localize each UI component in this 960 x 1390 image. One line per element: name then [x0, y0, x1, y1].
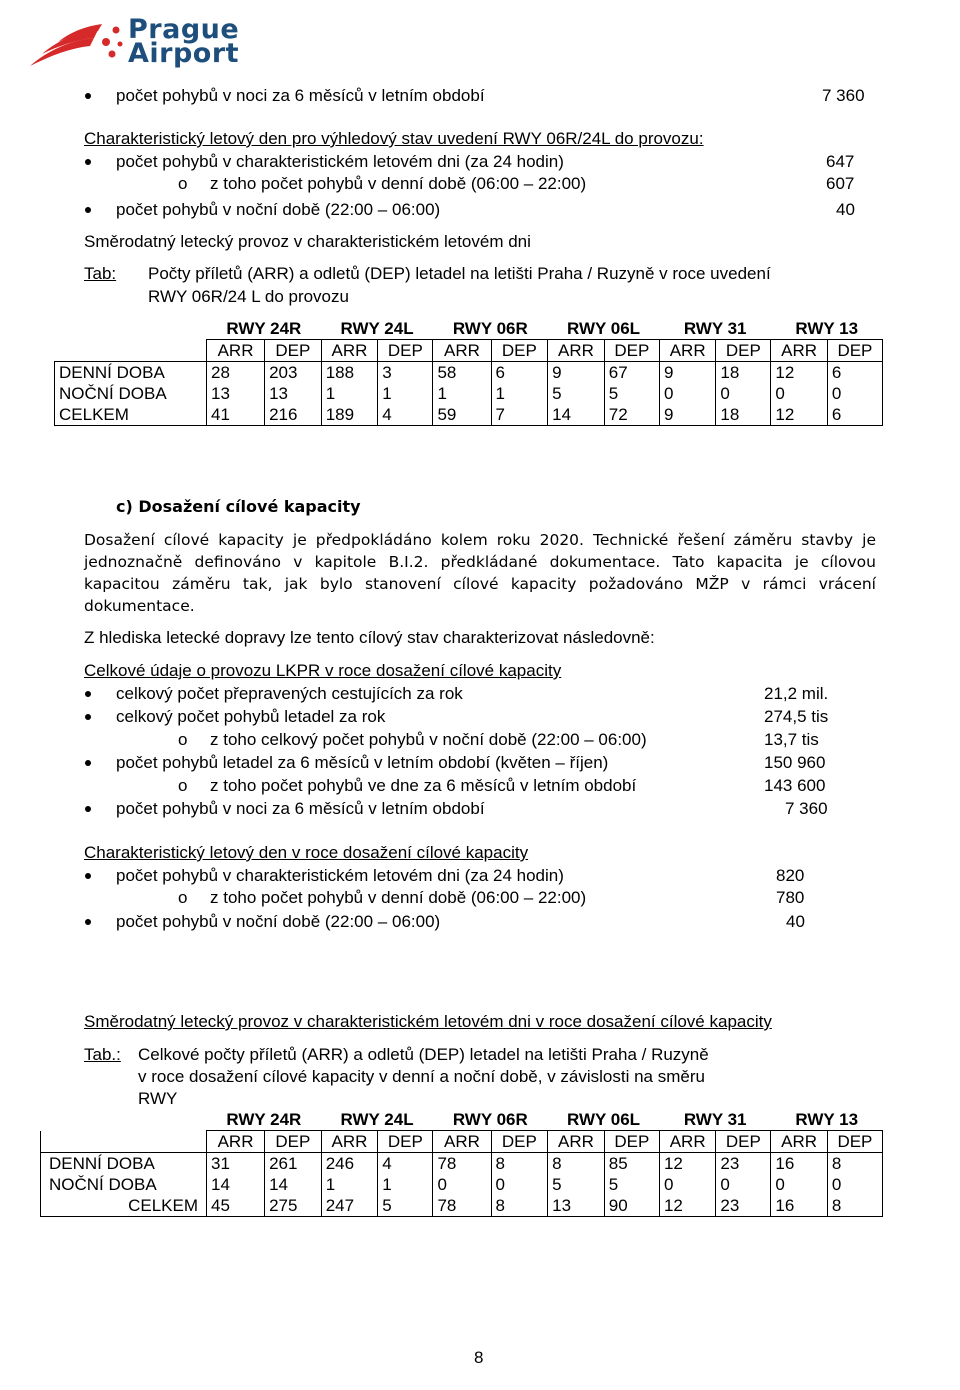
bullet-icon: [85, 919, 91, 925]
char-day-value-1: 647: [826, 152, 855, 171]
runway-header: RWY 06L: [567, 319, 641, 338]
table-cell: 9: [659, 404, 715, 426]
table-cell: 5: [604, 1174, 659, 1195]
table-cell: 78: [433, 1195, 491, 1217]
table-cell: 1: [321, 383, 378, 404]
table-cell: 0: [771, 1174, 827, 1195]
logo-line1: Prague: [128, 14, 240, 45]
night-line-label: počet pohybů v noci za 6 měsíců v letním období: [116, 86, 485, 105]
table-row: [55, 404, 883, 426]
subheader: ARR: [433, 1131, 491, 1153]
table-cell: 12: [771, 362, 827, 384]
total-value-2: 274,5 tis: [764, 707, 829, 726]
subheader: ARR: [548, 1131, 605, 1153]
subheader: ARR: [659, 1131, 715, 1153]
subheader: DEP: [716, 1131, 771, 1153]
table-cell: 45: [207, 1195, 265, 1217]
table-cell: 58: [433, 362, 491, 384]
totals-heading: Celkové údaje o provozu LKPR v roce dosažení cílové kapacity: [84, 661, 562, 680]
char-day-heading: Charakteristický letový den pro výhledový stav uvedení RWY 06R/24L do provozu:: [84, 129, 704, 148]
subheader: DEP: [378, 340, 433, 362]
tab-label: Tab:: [84, 264, 117, 283]
table-cell: 261: [265, 1153, 322, 1175]
table-cell: 9: [659, 362, 715, 384]
row-label: CELKEM: [55, 404, 207, 426]
row-label: DENNÍ DOBA: [55, 362, 207, 384]
total-item-3: z toho celkový počet pohybů v noční době (22:00 – 06:00): [210, 730, 647, 749]
table-cell: 5: [548, 383, 605, 404]
subheader: ARR: [548, 340, 605, 362]
tab2-caption-line3: RWY: [138, 1089, 178, 1108]
bullet-icon: [85, 873, 91, 879]
night-line-value: 7 360: [822, 86, 865, 105]
sub-bullet-icon: o: [178, 888, 188, 907]
total-item-4: počet pohybů letadel za 6 měsíců v letním období (květen – říjen): [116, 753, 609, 772]
char-item-2: z toho počet pohybů v denní době (06:00 – 22:00): [210, 888, 587, 907]
total-item-5: z toho počet pohybů ve dne za 6 měsíců v letním období: [210, 776, 637, 795]
table-cell: 85: [604, 1153, 659, 1175]
subheader: DEP: [378, 1131, 433, 1153]
table-cell: 203: [265, 362, 322, 384]
bullet-icon: [85, 714, 91, 720]
table-cell: 59: [433, 404, 491, 426]
table-cell: 1: [321, 1174, 378, 1195]
runway-header: RWY 24L: [340, 1110, 414, 1129]
subheader: ARR: [321, 1131, 378, 1153]
table-cell: 8: [491, 1195, 548, 1217]
runway-header: RWY 06R: [452, 319, 528, 338]
runway-header: RWY 13: [795, 1110, 859, 1129]
table-cell: 246: [321, 1153, 378, 1175]
table-cell: 67: [604, 362, 659, 384]
table-cell: 16: [771, 1195, 827, 1217]
char-day-value-3: 40: [836, 200, 855, 219]
bullet-icon: [85, 760, 91, 766]
provoz-heading-2: Směrodatný letecký provoz v charakteristickém letovém dni v roce dosažení cílové kapacity: [84, 1012, 772, 1031]
table-cell: 28: [207, 362, 265, 384]
table-cell: 0: [491, 1174, 548, 1195]
char-day-value-2: 607: [826, 174, 855, 193]
char-value-2: 780: [776, 888, 805, 907]
tab-caption-line1: Počty příletů (ARR) a odletů (DEP) letadel na letišti Praha / Ruzyně v roce uvedení: [148, 264, 771, 283]
table-cell: 6: [827, 362, 882, 384]
page-number: 8: [474, 1348, 484, 1367]
table-cell: 4: [378, 404, 433, 426]
section-c-intro: Z hlediska letecké dopravy lze tento cílový stav charakterizovat následovně:: [84, 628, 655, 647]
section-c-heading: c) Dosažení cílové kapacity: [116, 497, 361, 516]
table-cell: 5: [378, 1195, 433, 1217]
char-heading: Charakteristický letový den v roce dosažení cílové kapacity: [84, 843, 529, 862]
table-cell: 12: [659, 1195, 715, 1217]
table-cell: 12: [659, 1153, 715, 1175]
table-cell: 0: [827, 1174, 882, 1195]
table-cell: 0: [827, 383, 882, 404]
table-cell: 216: [265, 404, 322, 426]
table-cell: 5: [604, 383, 659, 404]
logo-line2: Airport: [128, 38, 240, 69]
runway-table-2: [40, 1109, 883, 1217]
row-label: NOČNÍ DOBA: [55, 383, 207, 404]
runway-header: RWY 31: [683, 1110, 747, 1129]
table-cell: 1: [491, 383, 548, 404]
char-item-3: počet pohybů v noční době (22:00 – 06:00): [116, 912, 441, 931]
total-item-6: počet pohybů v noci za 6 měsíců v letním období: [116, 799, 485, 818]
total-value-1: 21,2 mil.: [764, 684, 829, 703]
runway-header: RWY 13: [795, 319, 859, 338]
char-day-item-2: z toho počet pohybů v denní době (06:00 – 22:00): [210, 174, 587, 193]
table-cell: 7: [491, 404, 548, 426]
subheader: DEP: [716, 340, 771, 362]
total-item-1: celkový počet přepravených cestujících za rok: [116, 684, 463, 703]
char-day-item-3: počet pohybů v noční době (22:00 – 06:00): [116, 200, 441, 219]
table-cell: 0: [716, 383, 771, 404]
bullet-icon: [85, 93, 91, 99]
tab2-label: Tab.:: [84, 1045, 121, 1064]
table-cell: 189: [321, 404, 378, 426]
runway-table-1: [54, 318, 883, 426]
subheader: DEP: [604, 1131, 659, 1153]
subheader: ARR: [659, 340, 715, 362]
table-cell: 8: [827, 1153, 882, 1175]
subheader: DEP: [827, 1131, 882, 1153]
runway-header: RWY 24R: [226, 1110, 302, 1129]
char-day-item-1: počet pohybů v charakteristickém letovém dni (za 24 hodin): [116, 152, 564, 171]
table-cell: 23: [716, 1195, 771, 1217]
table-cell: 6: [827, 404, 882, 426]
airport-logo-mark-icon: [28, 14, 128, 70]
table-cell: 13: [548, 1195, 605, 1217]
subheader: DEP: [604, 340, 659, 362]
table-cell: 247: [321, 1195, 378, 1217]
table-row: [55, 383, 883, 404]
subheader: ARR: [771, 340, 827, 362]
table-cell: 8: [827, 1195, 882, 1217]
tab2-caption-line2: v roce dosažení cílové kapacity v denní a noční době, v závislosti na směru: [138, 1067, 705, 1086]
total-value-6: 7 360: [785, 799, 828, 818]
table-row: [41, 1174, 883, 1195]
tab-caption-line2: RWY 06R/24 L do provozu: [148, 287, 349, 306]
table-row: [55, 362, 883, 384]
runway-header: RWY 06L: [567, 1110, 641, 1129]
table-cell: 8: [491, 1153, 548, 1175]
sub-bullet-icon: o: [178, 174, 188, 193]
table-cell: 188: [321, 362, 378, 384]
row-label: DENNÍ DOBA: [41, 1153, 207, 1175]
table-row: [41, 1195, 883, 1217]
subheader: DEP: [265, 340, 322, 362]
table-cell: 4: [378, 1153, 433, 1175]
bullet-icon: [85, 159, 91, 165]
table-cell: 41: [207, 404, 265, 426]
total-value-3: 13,7 tis: [764, 730, 819, 749]
subheader: DEP: [491, 1131, 548, 1153]
runway-header: RWY 31: [683, 319, 747, 338]
runway-header: RWY 24R: [226, 319, 302, 338]
table-cell: 0: [659, 1174, 715, 1195]
table-cell: 3: [378, 362, 433, 384]
provoz-heading: Směrodatný letecký provoz v charakteristickém letovém dni: [84, 232, 531, 251]
prague-airport-logo: [28, 14, 268, 70]
row-label: CELKEM: [41, 1195, 207, 1217]
total-value-5: 143 600: [764, 776, 826, 795]
table-cell: 1: [378, 383, 433, 404]
bullet-icon: [85, 207, 91, 213]
table-cell: 72: [604, 404, 659, 426]
subheader: ARR: [433, 340, 491, 362]
table-cell: 0: [659, 383, 715, 404]
table-cell: 6: [491, 362, 548, 384]
table-cell: 12: [771, 404, 827, 426]
table-cell: 1: [433, 383, 491, 404]
subheader: DEP: [827, 340, 882, 362]
table-cell: 14: [265, 1174, 322, 1195]
section-c-paragraph: Dosažení cílové kapacity je předpokládáno kolem roku 2020. Technické řešení záměru stavby je jednoznačně definováno v kapitole B.I.2. předkládané dokumentace. Tato kapacita je cílovou kapacitou záměru tak, jak bylo stanovení cílové kapacity požadováno MŽP v rámci vrácení dokumentace.: [84, 531, 876, 615]
table-cell: 90: [604, 1195, 659, 1217]
table-cell: 5: [548, 1174, 605, 1195]
table-cell: 13: [207, 383, 265, 404]
subheader: DEP: [265, 1131, 322, 1153]
table-cell: 275: [265, 1195, 322, 1217]
table-cell: 9: [548, 362, 605, 384]
runway-header: RWY 06R: [452, 1110, 528, 1129]
table-cell: 8: [548, 1153, 605, 1175]
total-value-4: 150 960: [764, 753, 826, 772]
row-label: NOČNÍ DOBA: [41, 1174, 207, 1195]
char-value-1: 820: [776, 866, 805, 885]
table-row: [41, 1153, 883, 1175]
subheader: ARR: [771, 1131, 827, 1153]
subheader: DEP: [491, 340, 548, 362]
char-item-1: počet pohybů v charakteristickém letovém dni (za 24 hodin): [116, 866, 564, 885]
table-cell: 0: [771, 383, 827, 404]
table-cell: 31: [207, 1153, 265, 1175]
table-cell: 1: [378, 1174, 433, 1195]
table-cell: 0: [716, 1174, 771, 1195]
table-cell: 14: [548, 404, 605, 426]
char-value-3: 40: [786, 912, 805, 931]
sub-bullet-icon: o: [178, 730, 188, 749]
subheader: ARR: [207, 340, 265, 362]
table-cell: 78: [433, 1153, 491, 1175]
bullet-icon: [85, 806, 91, 812]
sub-bullet-icon: o: [178, 776, 188, 795]
table-cell: 0: [433, 1174, 491, 1195]
table-cell: 16: [771, 1153, 827, 1175]
subheader: ARR: [207, 1131, 265, 1153]
subheader: ARR: [321, 340, 378, 362]
runway-header: RWY 24L: [340, 319, 414, 338]
tab2-caption-line1: Celkové počty příletů (ARR) a odletů (DEP) letadel na letišti Praha / Ruzyně: [138, 1045, 709, 1064]
table-cell: 18: [716, 362, 771, 384]
bullet-icon: [85, 691, 91, 697]
total-item-2: celkový počet pohybů letadel za rok: [116, 707, 386, 726]
table-cell: 18: [716, 404, 771, 426]
table-cell: 14: [207, 1174, 265, 1195]
table-cell: 23: [716, 1153, 771, 1175]
table-cell: 13: [265, 383, 322, 404]
